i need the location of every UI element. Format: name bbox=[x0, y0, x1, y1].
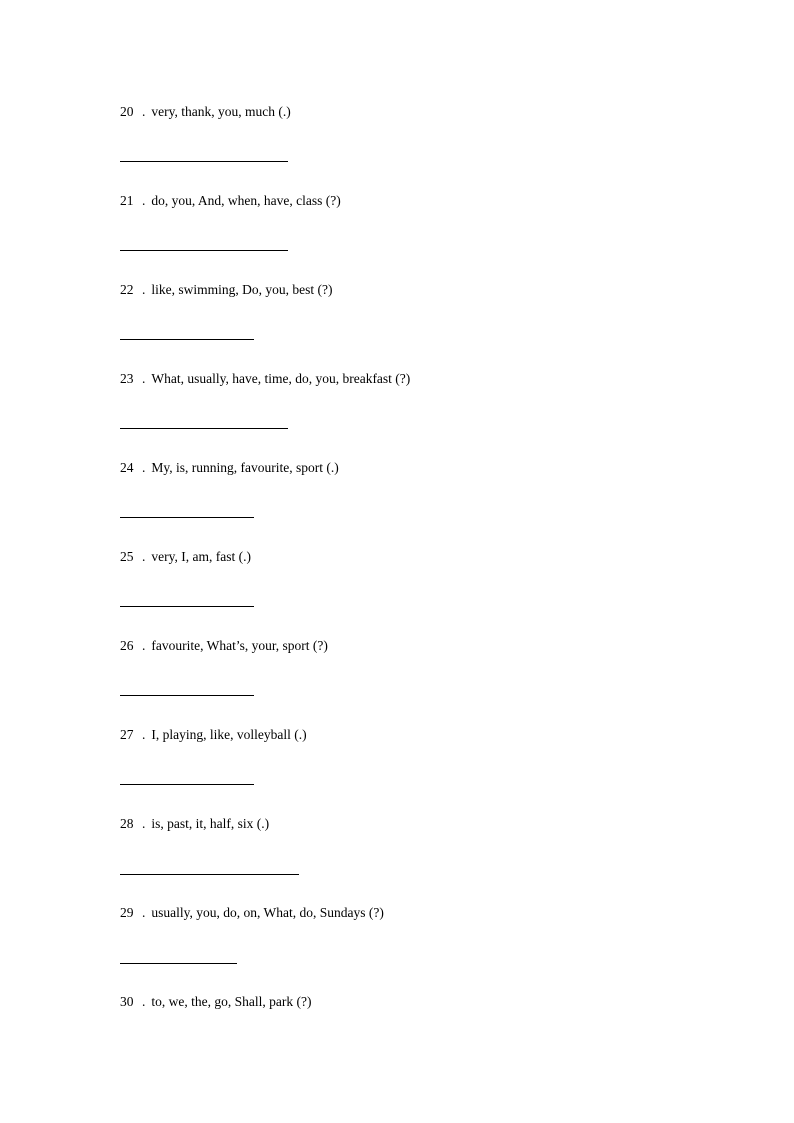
question-number: 28 bbox=[120, 816, 134, 831]
answer-line-28[interactable] bbox=[120, 874, 299, 875]
question-number: 20 bbox=[120, 104, 134, 119]
question-separator: . bbox=[142, 816, 146, 831]
question-separator: . bbox=[142, 994, 146, 1009]
question-prompt: is, past, it, half, six (.) bbox=[151, 816, 270, 831]
question-prompt: do, you, And, when, have, class (?) bbox=[151, 193, 341, 208]
answer-line-25[interactable] bbox=[120, 606, 254, 607]
question-prompt: favourite, What’s, your, sport (?) bbox=[151, 638, 328, 653]
question-separator: . bbox=[142, 905, 146, 920]
answer-line-22[interactable] bbox=[120, 339, 254, 340]
question-prompt: like, swimming, Do, you, best (?) bbox=[151, 282, 333, 297]
answer-line-27[interactable] bbox=[120, 784, 254, 785]
question-number: 27 bbox=[120, 727, 134, 742]
question-26 bbox=[120, 638, 328, 654]
question-prompt: to, we, the, go, Shall, park (?) bbox=[151, 994, 312, 1009]
question-separator: . bbox=[142, 104, 146, 119]
question-23 bbox=[120, 371, 410, 387]
question-number: 21 bbox=[120, 193, 134, 208]
question-21 bbox=[120, 193, 341, 209]
question-20 bbox=[120, 104, 291, 120]
question-prompt: I, playing, like, volleyball (.) bbox=[151, 727, 307, 742]
question-28 bbox=[120, 816, 269, 832]
question-25 bbox=[120, 549, 251, 565]
answer-line-23[interactable] bbox=[120, 428, 288, 429]
question-number: 23 bbox=[120, 371, 134, 386]
answer-line-26[interactable] bbox=[120, 695, 254, 696]
question-separator: . bbox=[142, 193, 146, 208]
question-22 bbox=[120, 282, 332, 298]
question-number: 24 bbox=[120, 460, 134, 475]
question-separator: . bbox=[142, 371, 146, 386]
question-prompt: My, is, running, favourite, sport (.) bbox=[151, 460, 339, 475]
answer-line-29[interactable] bbox=[120, 963, 237, 964]
question-prompt: very, I, am, fast (.) bbox=[151, 549, 251, 564]
question-27 bbox=[120, 727, 307, 743]
answer-line-21[interactable] bbox=[120, 250, 288, 251]
question-prompt: What, usually, have, time, do, you, breakfast (?) bbox=[151, 371, 411, 386]
question-number: 30 bbox=[120, 994, 134, 1009]
answer-line-24[interactable] bbox=[120, 517, 254, 518]
question-separator: . bbox=[142, 727, 146, 742]
answer-line-20[interactable] bbox=[120, 161, 288, 162]
question-24 bbox=[120, 460, 339, 476]
question-30 bbox=[120, 994, 311, 1010]
question-separator: . bbox=[142, 460, 146, 475]
question-number: 25 bbox=[120, 549, 134, 564]
question-separator: . bbox=[142, 282, 146, 297]
question-separator: . bbox=[142, 638, 146, 653]
question-number: 26 bbox=[120, 638, 134, 653]
question-number: 29 bbox=[120, 905, 134, 920]
question-separator: . bbox=[142, 549, 146, 564]
question-number: 22 bbox=[120, 282, 134, 297]
question-prompt: usually, you, do, on, What, do, Sundays (?) bbox=[151, 905, 384, 920]
question-29 bbox=[120, 905, 384, 921]
question-prompt: very, thank, you, much (.) bbox=[151, 104, 291, 119]
